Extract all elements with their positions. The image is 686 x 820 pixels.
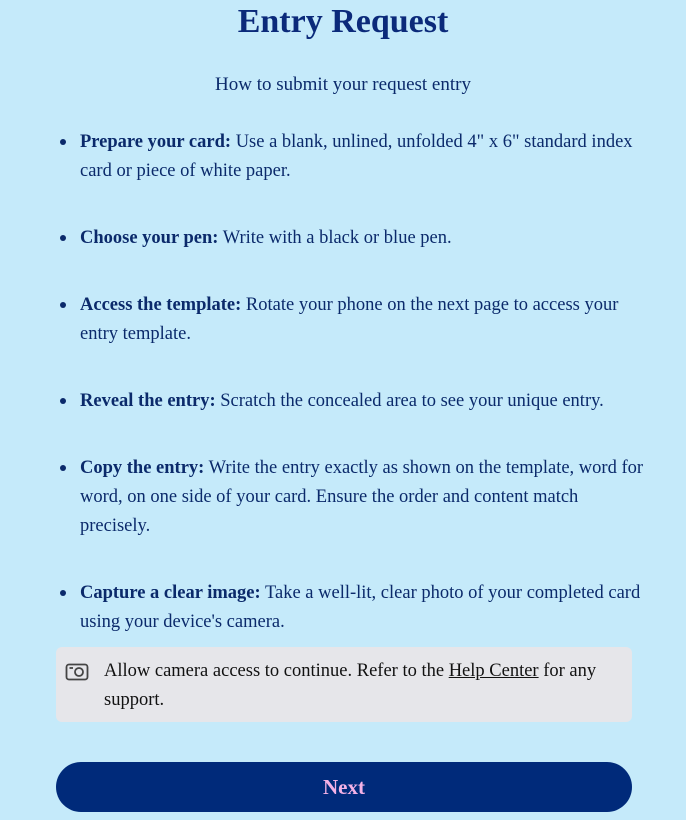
step-title: Prepare your card: <box>80 132 232 152</box>
step-capture-image <box>56 579 646 637</box>
next-button[interactable]: Next <box>56 762 632 812</box>
step-text: Rotate your phone on the next page to access your entry template. <box>80 295 619 344</box>
notice-text-after: for any support. <box>104 661 597 710</box>
step-text: Scratch the concealed area to see your unique entry. <box>220 391 604 411</box>
bullet-icon <box>60 302 66 308</box>
step-text: Write with a black or blue pen. <box>222 228 452 248</box>
step-choose-pen <box>56 224 646 253</box>
page-title: Entry Request <box>237 3 449 40</box>
step-title: Capture a clear image: <box>80 583 261 603</box>
step-text: Use a blank, unlined, unfolded 4" x 6" standard index card or piece of white paper. <box>80 132 633 181</box>
step-title: Copy the entry: <box>80 458 205 478</box>
bullet-icon <box>60 590 66 596</box>
step-text: Take a well-lit, clear photo of your completed card using your device's camera. <box>80 583 641 632</box>
bullet-icon <box>60 139 66 145</box>
step-text: Write the entry exactly as shown on the template, word for word, on one side of your card. Ensure the order and content match precisely. <box>80 458 644 536</box>
notice-text-before: Allow camera access to continue. Refer to the <box>104 661 445 681</box>
camera-access-notice <box>56 647 632 722</box>
help-center-link[interactable]: Help Center <box>448 661 539 681</box>
step-title: Reveal the entry: <box>80 391 216 411</box>
step-title: Choose your pen: <box>80 228 219 248</box>
bullet-icon <box>60 398 66 404</box>
step-access-template <box>56 291 646 349</box>
step-title: Access the template: <box>80 295 242 315</box>
page-subtitle: How to submit your request entry <box>215 74 471 95</box>
bullet-icon <box>60 465 66 471</box>
step-prepare-card <box>56 128 646 186</box>
step-reveal-entry <box>56 387 646 416</box>
step-copy-entry <box>56 454 646 541</box>
bullet-icon <box>60 235 66 241</box>
camera-icon <box>65 661 89 681</box>
instruction-list <box>56 128 646 675</box>
